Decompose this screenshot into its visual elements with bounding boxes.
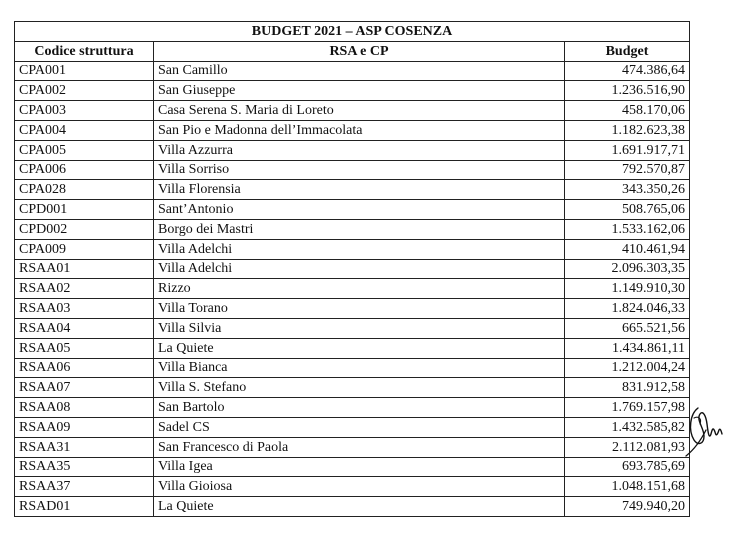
table-row	[15, 318, 690, 338]
cell-name: Sant’Antonio	[154, 200, 565, 220]
table-row	[15, 200, 690, 220]
table-row	[15, 120, 690, 140]
cell-name: Villa Bianca	[154, 358, 565, 378]
cell-code: CPA009	[15, 239, 154, 259]
table-row	[15, 398, 690, 418]
title-row	[15, 22, 690, 42]
cell-budget: 458.170,06	[565, 101, 690, 121]
cell-name: Villa Sorriso	[154, 160, 565, 180]
cell-name: La Quiete	[154, 497, 565, 517]
cell-name: San Pio e Madonna dell’Immacolata	[154, 120, 565, 140]
cell-code: RSAA07	[15, 378, 154, 398]
header-name: RSA e CP	[154, 41, 565, 61]
cell-name: La Quiete	[154, 338, 565, 358]
cell-name: San Camillo	[154, 61, 565, 81]
table-row	[15, 279, 690, 299]
cell-budget: 1.048.151,68	[565, 477, 690, 497]
cell-name: Casa Serena S. Maria di Loreto	[154, 101, 565, 121]
cell-code: RSAA01	[15, 259, 154, 279]
cell-budget: 1.432.585,82	[565, 417, 690, 437]
table-row	[15, 477, 690, 497]
table-row	[15, 160, 690, 180]
cell-budget: 1.212.004,24	[565, 358, 690, 378]
cell-budget: 1.533.162,06	[565, 219, 690, 239]
cell-code: RSAA04	[15, 318, 154, 338]
cell-budget: 749.940,20	[565, 497, 690, 517]
cell-code: RSAA09	[15, 417, 154, 437]
cell-budget: 1.149.910,30	[565, 279, 690, 299]
table-row	[15, 338, 690, 358]
table-row	[15, 259, 690, 279]
cell-name: Villa S. Stefano	[154, 378, 565, 398]
cell-budget: 1.182.623,38	[565, 120, 690, 140]
table-title: BUDGET 2021 – ASP COSENZA	[15, 22, 690, 42]
cell-code: RSAA03	[15, 299, 154, 319]
table-row	[15, 180, 690, 200]
cell-budget: 2.096.303,35	[565, 259, 690, 279]
cell-name: Villa Adelchi	[154, 239, 565, 259]
cell-code: CPA001	[15, 61, 154, 81]
header-budget: Budget	[565, 41, 690, 61]
cell-budget: 665.521,56	[565, 318, 690, 338]
budget-table	[14, 21, 690, 517]
cell-code: RSAA37	[15, 477, 154, 497]
cell-code: RSAA08	[15, 398, 154, 418]
table-row	[15, 140, 690, 160]
cell-budget: 1.824.046,33	[565, 299, 690, 319]
cell-code: RSAA06	[15, 358, 154, 378]
cell-code: CPD001	[15, 200, 154, 220]
cell-name: Villa Silvia	[154, 318, 565, 338]
cell-budget: 1.691.917,71	[565, 140, 690, 160]
cell-name: Villa Azzurra	[154, 140, 565, 160]
cell-code: CPA003	[15, 101, 154, 121]
cell-budget: 343.350,26	[565, 180, 690, 200]
cell-budget: 2.112.081,93	[565, 437, 690, 457]
cell-name: Villa Adelchi	[154, 259, 565, 279]
cell-name: San Giuseppe	[154, 81, 565, 101]
cell-name: Villa Torano	[154, 299, 565, 319]
cell-budget: 831.912,58	[565, 378, 690, 398]
table-row	[15, 417, 690, 437]
cell-name: Borgo dei Mastri	[154, 219, 565, 239]
cell-budget: 410.461,94	[565, 239, 690, 259]
cell-code: CPA002	[15, 81, 154, 101]
table-row	[15, 61, 690, 81]
table-row	[15, 358, 690, 378]
table-row	[15, 81, 690, 101]
cell-budget: 474.386,64	[565, 61, 690, 81]
cell-code: CPA004	[15, 120, 154, 140]
table-row	[15, 437, 690, 457]
table-row	[15, 239, 690, 259]
cell-name: San Francesco di Paola	[154, 437, 565, 457]
table-row	[15, 378, 690, 398]
cell-budget: 1.769.157,98	[565, 398, 690, 418]
cell-budget: 792.570,87	[565, 160, 690, 180]
cell-code: RSAA05	[15, 338, 154, 358]
cell-code: RSAD01	[15, 497, 154, 517]
cell-name: Villa Florensia	[154, 180, 565, 200]
cell-budget: 1.434.861,11	[565, 338, 690, 358]
table-row	[15, 497, 690, 517]
cell-name: San Bartolo	[154, 398, 565, 418]
handwritten-signature	[676, 400, 726, 462]
cell-budget: 693.785,69	[565, 457, 690, 477]
cell-budget: 508.765,06	[565, 200, 690, 220]
table-row	[15, 219, 690, 239]
cell-code: CPA006	[15, 160, 154, 180]
cell-code: CPD002	[15, 219, 154, 239]
cell-budget: 1.236.516,90	[565, 81, 690, 101]
cell-code: CPA005	[15, 140, 154, 160]
header-code: Codice struttura	[15, 41, 154, 61]
header-row	[15, 41, 690, 61]
table-row	[15, 457, 690, 477]
table-row	[15, 101, 690, 121]
table-row	[15, 299, 690, 319]
cell-name: Villa Igea	[154, 457, 565, 477]
cell-code: CPA028	[15, 180, 154, 200]
cell-name: Villa Gioiosa	[154, 477, 565, 497]
cell-code: RSAA02	[15, 279, 154, 299]
cell-code: RSAA31	[15, 437, 154, 457]
cell-code: RSAA35	[15, 457, 154, 477]
table-body	[15, 61, 690, 516]
cell-name: Rizzo	[154, 279, 565, 299]
cell-name: Sadel CS	[154, 417, 565, 437]
